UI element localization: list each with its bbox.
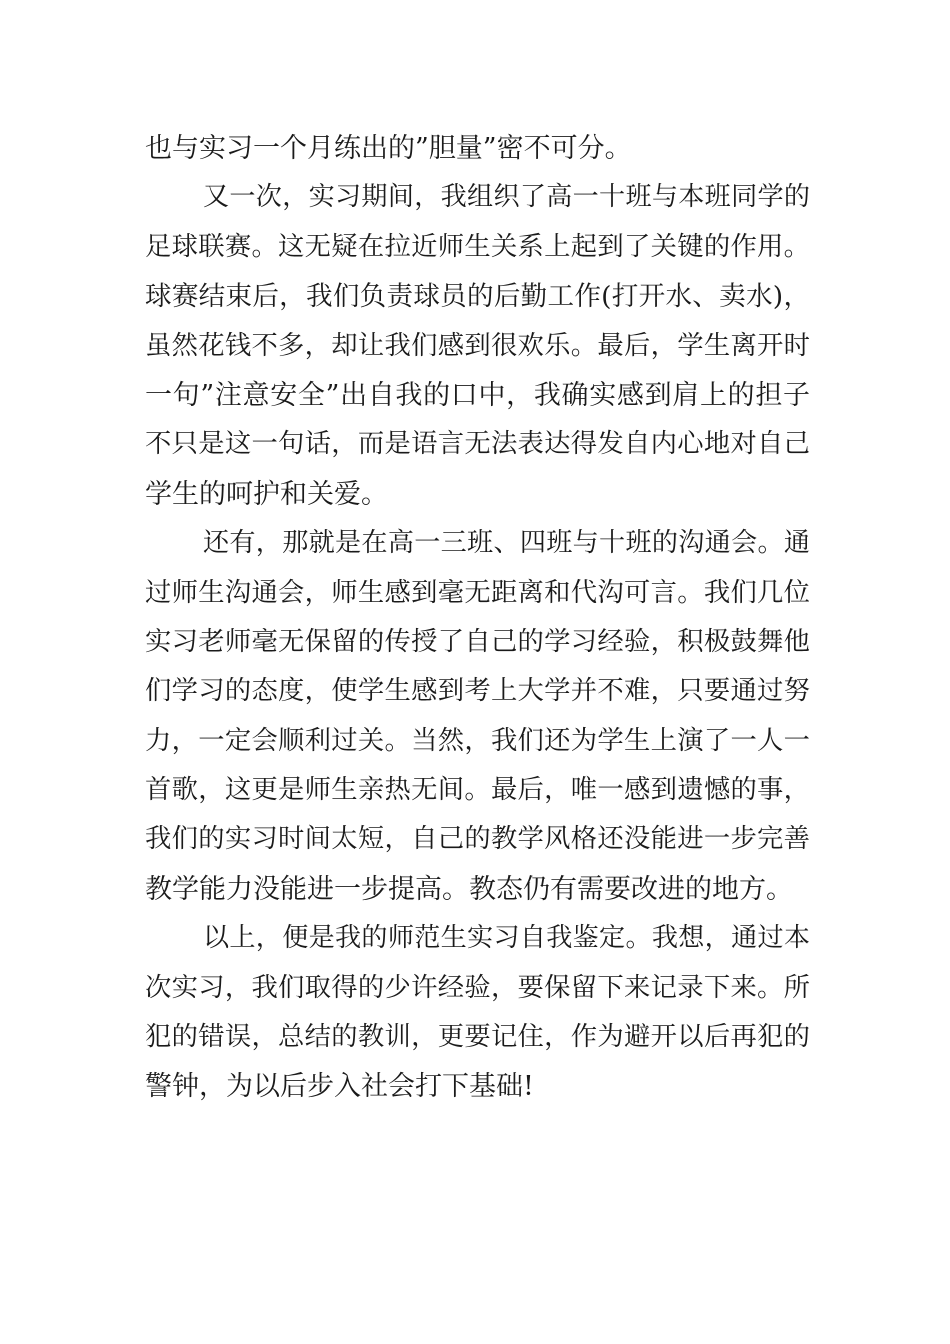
text-line: 过师生沟通会，师生感到毫无距离和代沟可言。我们几位 (145, 577, 810, 608)
text-line: 首歌，这更是师生亲热无间。最后，唯一感到遗憾的事， (145, 775, 810, 806)
text-line: 我们的实习时间太短，自己的教学风格还没能进一步完善 (145, 824, 810, 855)
text-line: 又一次，实习期间，我组织了高一十班与本班同学的 (203, 182, 810, 213)
text-line: 次实习，我们取得的少许经验，要保留下来记录下来。所 (145, 972, 810, 1003)
body-text (145, 124, 810, 1112)
text-line: 足球联赛。这无疑在拉近师生关系上起到了关键的作用。 (145, 231, 810, 262)
text-line: 犯的错误，总结的教训，更要记住，作为避开以后再犯的 (145, 1022, 810, 1053)
text-line: 教学能力没能进一步提高。教态仍有需要改进的地方。 (145, 873, 793, 905)
text-line: 警钟，为以后步入社会打下基础! (145, 1071, 534, 1103)
text-line: 还有，那就是在高一三班、四班与十班的沟通会。通 (203, 528, 810, 559)
text-line: 不只是这一句话，而是语言无法表达得发自内心地对自己 (145, 429, 810, 460)
text-line: 们学习的态度，使学生感到考上大学并不难，只要通过努 (145, 676, 810, 707)
text-line: 以上，便是我的师范生实习自我鉴定。我想，通过本 (203, 923, 810, 954)
text-line: 球赛结束后，我们负责球员的后勤工作(打开水、卖水)， (145, 281, 810, 313)
text-line: 也与实习一个月练出的”胆量”密不可分。 (145, 133, 632, 164)
text-line: 实习老师毫无保留的传授了自己的学习经验，积极鼓舞他 (145, 626, 810, 657)
text-line: 力，一定会顺利过关。当然，我们还为学生上演了一人一 (145, 725, 810, 756)
text-line: 学生的呵护和关爱。 (145, 478, 388, 510)
text-line: 一句”注意安全”出自我的口中，我确实感到肩上的担子 (145, 379, 810, 411)
text-line: 虽然花钱不多，却让我们感到很欢乐。最后，学生离开时 (145, 330, 810, 361)
